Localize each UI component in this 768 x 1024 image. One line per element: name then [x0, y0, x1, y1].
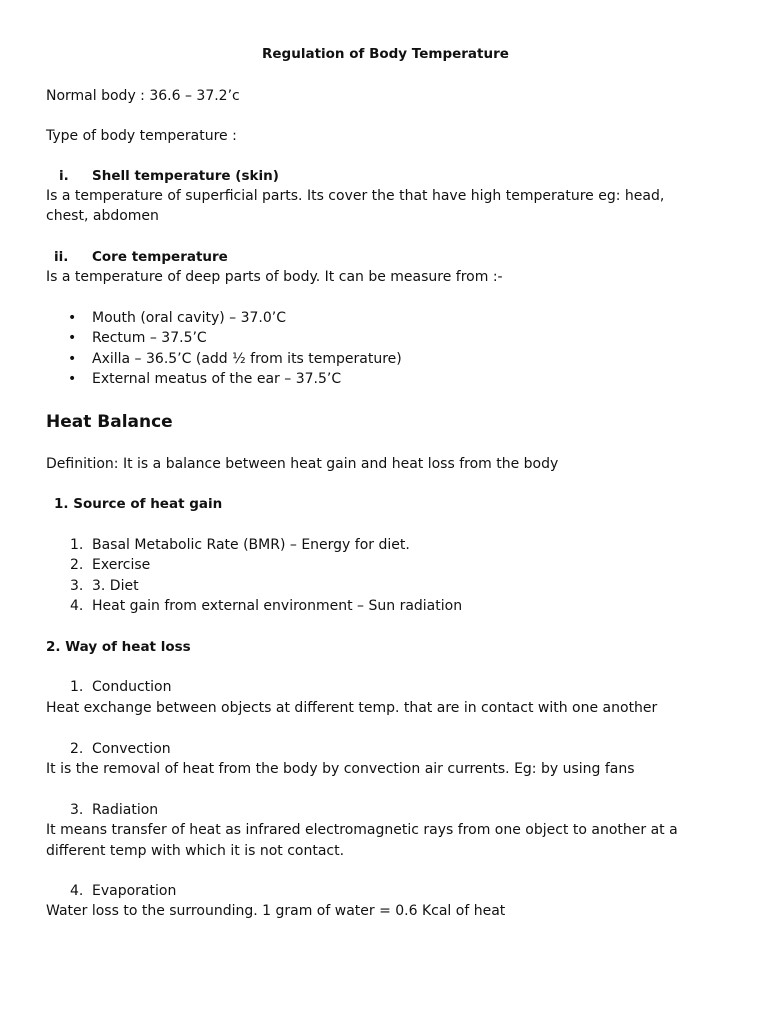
shell-numeral: i. [59, 168, 69, 184]
core-description: Is a temperature of deep parts of body. It can be measure from :- [46, 269, 503, 285]
list-number: 2. [70, 741, 84, 757]
loss-item-label: Evaporation [92, 883, 177, 899]
core-bullet-item: External meatus of the ear – 37.5’C [92, 371, 342, 387]
types-intro: Type of body temperature : [46, 128, 237, 144]
loss-item-label: Convection [92, 741, 171, 757]
list-number: 4. [70, 598, 84, 614]
loss-item-label: Conduction [92, 679, 172, 695]
gain-heading: 1. Source of heat gain [54, 496, 223, 512]
list-number: 3. [70, 802, 84, 818]
core-heading: Core temperature [92, 249, 228, 265]
bullet-marker: • [68, 371, 77, 387]
definition: Definition: It is a balance between heat gain and heat loss from the body [46, 456, 559, 472]
loss-item-description: Heat exchange between objects at different temp. that are in contact with one another [46, 700, 658, 716]
normal-body-range: Normal body : 36.6 – 37.2’c [46, 88, 240, 104]
gain-item: Heat gain from external environment – Sun radiation [92, 598, 463, 614]
gain-item: Exercise [92, 557, 151, 573]
loss-item-label: Radiation [92, 802, 159, 818]
list-number: 1. [70, 537, 84, 553]
loss-item-description: Water loss to the surrounding. 1 gram of water = 0.6 Kcal of heat [46, 903, 506, 919]
section-heading: Heat Balance [46, 412, 173, 432]
list-number: 4. [70, 883, 84, 899]
loss-heading: 2. Way of heat loss [46, 639, 191, 655]
shell-heading: Shell temperature (skin) [92, 168, 279, 184]
gain-item: 3. Diet [92, 578, 139, 594]
list-number: 1. [70, 679, 84, 695]
shell-description: Is a temperature of superficial parts. Its cover the that have high temperature eg: head, [46, 188, 665, 204]
shell-description: chest, abdomen [46, 208, 159, 224]
gain-item: Basal Metabolic Rate (BMR) – Energy for diet. [92, 537, 410, 553]
core-bullet-item: Axilla – 36.5’C (add ½ from its temperature) [92, 351, 402, 367]
bullet-marker: • [68, 351, 77, 367]
core-bullet-item: Rectum – 37.5’C [92, 330, 207, 346]
bullet-marker: • [68, 330, 77, 346]
list-number: 2. [70, 557, 84, 573]
core-bullet-item: Mouth (oral cavity) – 37.0’C [92, 310, 287, 326]
page-title: Regulation of Body Temperature [262, 46, 509, 62]
loss-item-description: It means transfer of heat as infrared electromagnetic rays from one object to another at a [46, 822, 678, 838]
bullet-marker: • [68, 310, 77, 326]
core-numeral: ii. [54, 249, 69, 265]
loss-item-description: different temp with which it is not contact. [46, 843, 345, 859]
loss-item-description: It is the removal of heat from the body by convection air currents. Eg: by using fans [46, 761, 635, 777]
list-number: 3. [70, 578, 84, 594]
